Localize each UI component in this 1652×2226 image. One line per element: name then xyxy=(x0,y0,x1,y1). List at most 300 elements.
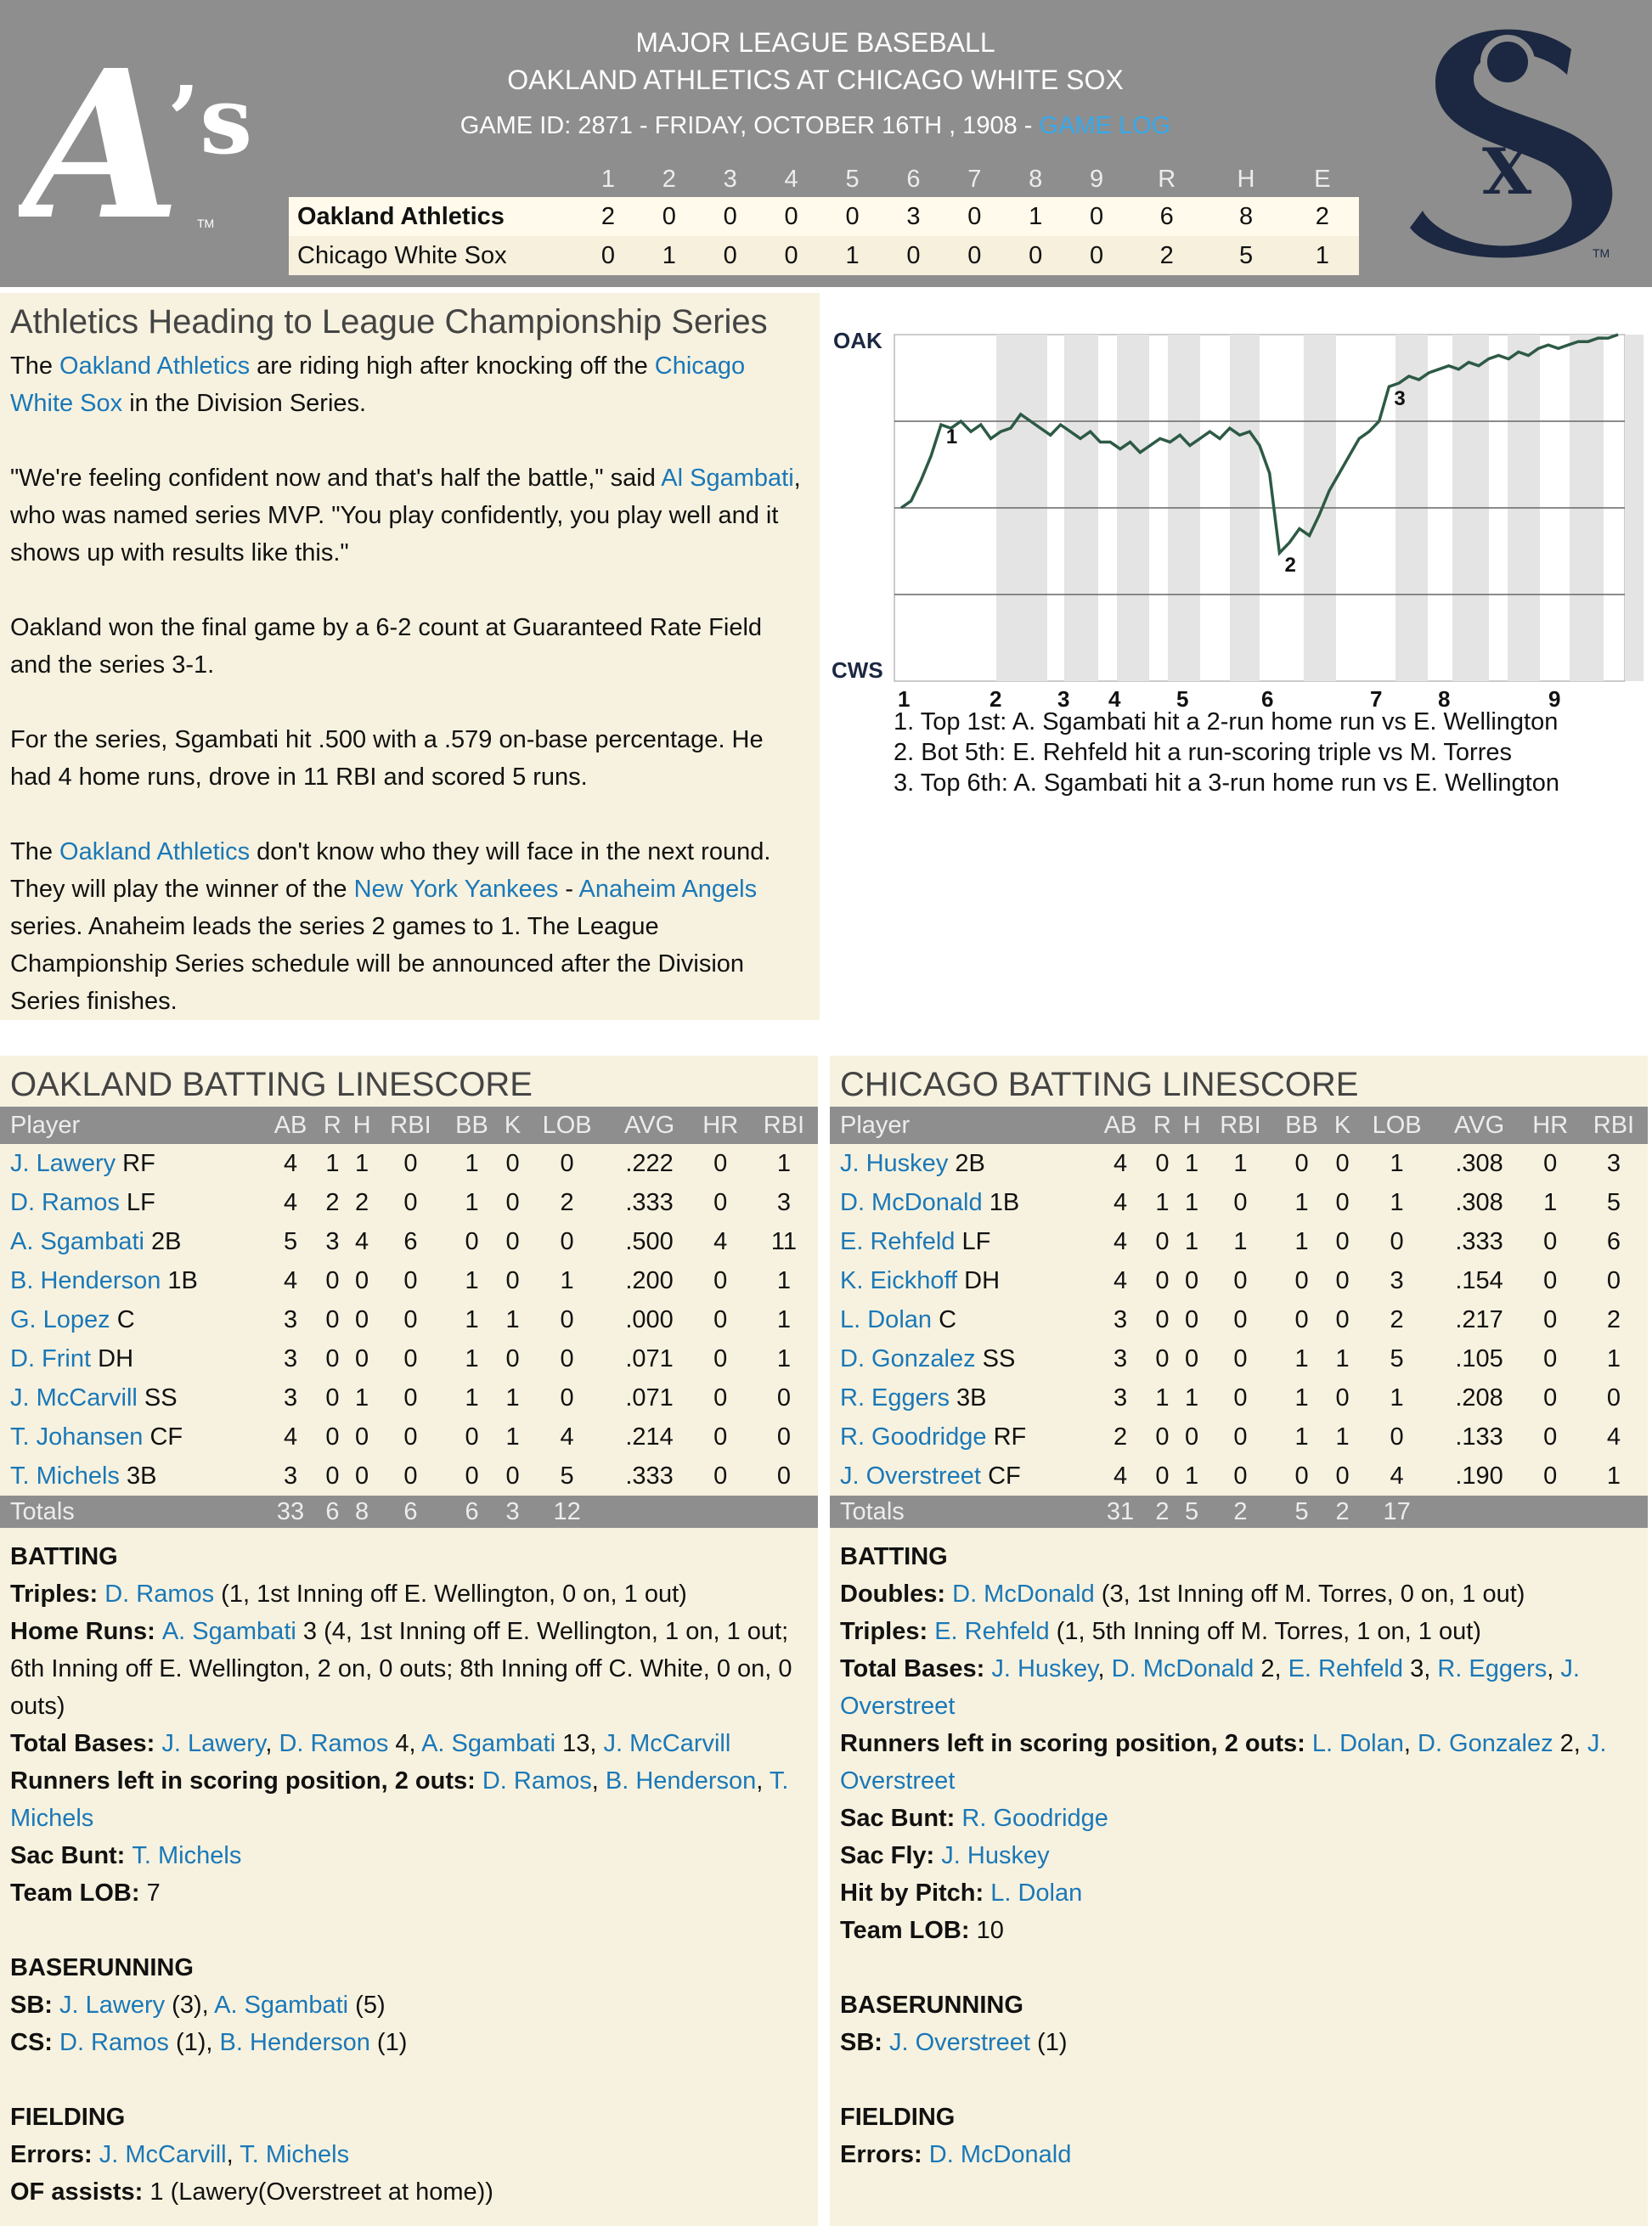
stat-cell: 1 xyxy=(1335,1344,1350,1372)
notes-label: Total Bases: xyxy=(840,1655,992,1682)
linescore-cell: 0 xyxy=(578,236,639,275)
stat-cell: 4 xyxy=(560,1423,574,1451)
notes-text: (5) xyxy=(348,1992,386,2019)
stat-cell: 0 xyxy=(505,1462,520,1490)
player-link[interactable]: J. McCarvill xyxy=(603,1730,731,1757)
oakland-notes xyxy=(0,1528,818,2211)
player-link[interactable]: D. Gonzalez xyxy=(840,1344,976,1372)
player-cell xyxy=(830,1339,1093,1378)
athletics-logo xyxy=(19,34,273,242)
player-cell xyxy=(0,1144,263,1183)
linescore-cell: 1 xyxy=(639,236,700,275)
notes-label: Doubles: xyxy=(840,1581,953,1608)
stat-cell: 1 xyxy=(560,1266,574,1294)
game-log-link[interactable]: GAME LOG xyxy=(1039,112,1171,139)
stat-cell: 0 xyxy=(713,1462,728,1490)
batting-header-row xyxy=(0,1107,818,1144)
stat-cell: 0 xyxy=(776,1423,791,1451)
stat-cell: 0 xyxy=(1294,1149,1309,1177)
stat-cell: 0 xyxy=(713,1423,728,1451)
notes-label: SB: xyxy=(840,2029,889,2056)
batting-col-header: H xyxy=(1177,1107,1207,1144)
stat-cell: .333 xyxy=(625,1462,674,1490)
player-link[interactable]: J. Lawery xyxy=(59,1992,166,2019)
player-row xyxy=(0,1183,818,1222)
stat-cell: 0 xyxy=(1294,1266,1309,1294)
stat-cell: 4 xyxy=(283,1149,298,1177)
stat-cell: 5 xyxy=(1390,1344,1404,1372)
player-row xyxy=(0,1261,818,1300)
stat-cell: 1 xyxy=(465,1384,479,1412)
stat-cell: 0 xyxy=(1233,1188,1248,1216)
player-row xyxy=(0,1457,818,1496)
stat-cell: 1 xyxy=(1185,1227,1199,1255)
player-link[interactable]: K. Eickhoff xyxy=(840,1266,958,1294)
stat-cell: 0 xyxy=(1294,1305,1309,1333)
player-link[interactable]: T. Michels xyxy=(10,1767,789,1832)
stat-cell: 0 xyxy=(505,1266,520,1294)
chicago-box-title: CHICAGO BATTING LINESCORE xyxy=(840,1066,1359,1103)
player-link[interactable]: T. Michels xyxy=(10,1462,120,1490)
player-link[interactable]: J. Huskey xyxy=(991,1655,1098,1682)
player-link[interactable]: J. Huskey xyxy=(840,1149,949,1177)
batting-col-header: BB xyxy=(1274,1107,1328,1144)
notes-text: , xyxy=(1403,1730,1418,1757)
notes-section-title: FIELDING xyxy=(840,2104,956,2131)
stat-cell: 1 xyxy=(505,1384,520,1412)
player-link[interactable]: D. Ramos xyxy=(482,1767,592,1795)
chart-x-tick: 5 xyxy=(1176,686,1189,712)
stat-cell: 0 xyxy=(1543,1305,1558,1333)
player-link[interactable]: T. Michels xyxy=(132,1842,242,1869)
stat-cell: 3 xyxy=(1606,1149,1621,1177)
stat-cell: 1 xyxy=(465,1149,479,1177)
notes-text: (1) xyxy=(1030,2029,1068,2056)
team-link-oakland[interactable]: Oakland Athletics xyxy=(59,352,251,380)
stat-cell: 0 xyxy=(1335,1149,1350,1177)
player-cell xyxy=(830,1378,1093,1417)
team-link-oakland[interactable]: Oakland Athletics xyxy=(59,838,251,865)
totals-cell: 2 xyxy=(1147,1496,1177,1528)
stat-cell: 0 xyxy=(1335,1266,1350,1294)
stat-cell: 1 xyxy=(776,1266,791,1294)
stat-cell: .208 xyxy=(1455,1384,1503,1412)
player-link[interactable]: A. Sgambati xyxy=(161,1618,296,1645)
player-cell xyxy=(0,1378,263,1417)
batting-col-header: RBI xyxy=(1206,1107,1274,1144)
notes-line xyxy=(10,2024,808,2061)
linescore-cell: 2 xyxy=(578,197,639,236)
stat-cell: 0 xyxy=(325,1384,340,1412)
notes-section-title: BATTING xyxy=(10,1543,118,1570)
stat-cell: 0 xyxy=(1606,1266,1621,1294)
linescore-cell: 0 xyxy=(761,197,822,236)
stat-cell: 1 xyxy=(1294,1227,1309,1255)
linescore-row xyxy=(289,197,1359,236)
team-link-chicago[interactable]: Chicago White Sox xyxy=(10,352,746,417)
chicago-batting-box xyxy=(830,1056,1648,2226)
stat-cell: 1 xyxy=(1185,1462,1199,1490)
stat-cell: 1 xyxy=(465,1305,479,1333)
oakland-batting-box xyxy=(0,1056,818,2226)
linescore-col-header: 5 xyxy=(822,161,883,197)
player-link[interactable]: L. Dolan xyxy=(840,1305,933,1333)
linescore-cell: 1 xyxy=(1005,197,1066,236)
stat-cell: .308 xyxy=(1455,1149,1503,1177)
batting-col-header: AVG xyxy=(1438,1107,1521,1144)
oakland-batting-table xyxy=(0,1107,818,1528)
stat-cell: 1 xyxy=(465,1188,479,1216)
chart-label-top: OAK xyxy=(833,328,882,353)
chart-notes xyxy=(894,707,1641,798)
player-link[interactable]: D. McDonald xyxy=(840,1188,983,1216)
notes-line xyxy=(840,1837,1638,1874)
stat-cell: 2 xyxy=(1606,1305,1621,1333)
stat-cell: .000 xyxy=(625,1305,674,1333)
stat-cell: 0 xyxy=(713,1344,728,1372)
white-sox-logo-o xyxy=(1484,38,1531,86)
notes-label: OF assists: xyxy=(10,2178,150,2206)
player-position: C xyxy=(939,1305,957,1333)
player-link[interactable]: B. Henderson xyxy=(10,1266,161,1294)
stat-cell: 1 xyxy=(1294,1188,1309,1216)
player-position: DH xyxy=(964,1266,1001,1294)
player-link[interactable]: J. Huskey xyxy=(941,1842,1050,1869)
batting-col-header: H xyxy=(347,1107,377,1144)
stat-cell: 1 xyxy=(1185,1188,1199,1216)
linescore-cell: 0 xyxy=(944,236,1005,275)
player-link[interactable]: E. Rehfeld xyxy=(1288,1655,1404,1682)
stat-cell: 4 xyxy=(1390,1462,1404,1490)
linescore-col-header: 4 xyxy=(761,161,822,197)
notes-text: (1) xyxy=(369,2029,408,2056)
totals-cell: Totals xyxy=(830,1496,1093,1528)
player-link[interactable]: D. McDonald xyxy=(928,2141,1072,2168)
notes-label: Sac Bunt: xyxy=(10,1842,132,1869)
player-link[interactable]: J. McCarvill xyxy=(99,2141,227,2168)
stat-cell: 2 xyxy=(1113,1423,1128,1451)
notes-line xyxy=(840,1800,1638,1837)
stat-cell: .217 xyxy=(1455,1305,1503,1333)
player-cell xyxy=(0,1339,263,1378)
matchup-title: OAKLAND ATHLETICS AT CHICAGO WHITE SOX xyxy=(507,65,1124,95)
totals-cell xyxy=(1580,1496,1648,1528)
chart-x-tick: 9 xyxy=(1548,686,1561,712)
player-link[interactable]: L. Dolan xyxy=(990,1879,1083,1907)
stat-cell: 4 xyxy=(1113,1266,1128,1294)
linescore-col-header: 1 xyxy=(578,161,639,197)
stat-cell: 1 xyxy=(1294,1384,1309,1412)
notes-text: 13, xyxy=(555,1730,604,1757)
stat-cell: 0 xyxy=(1233,1344,1248,1372)
player-link[interactable]: E. Rehfeld xyxy=(934,1618,1050,1645)
stat-cell: .333 xyxy=(1455,1227,1503,1255)
stat-cell: 5 xyxy=(560,1462,574,1490)
stat-cell: 4 xyxy=(1113,1227,1128,1255)
notes-label: Team LOB: xyxy=(840,1917,977,1944)
totals-cell: 5 xyxy=(1177,1496,1207,1528)
totals-cell: 17 xyxy=(1356,1496,1438,1528)
chart-x-tick: 3 xyxy=(1057,686,1070,712)
batting-header-row xyxy=(830,1107,1648,1144)
totals-cell: 6 xyxy=(444,1496,499,1528)
notes-text: (3), xyxy=(165,1992,215,2019)
stat-cell: 1 xyxy=(1155,1384,1170,1412)
notes-label: SB: xyxy=(10,1992,59,2019)
linescore-cell: 0 xyxy=(882,236,944,275)
chart-inning-band xyxy=(1625,335,1644,681)
player-link-sgambati[interactable]: Al Sgambati xyxy=(661,465,794,492)
stat-cell: 3 xyxy=(1113,1344,1128,1372)
notes-line xyxy=(840,1912,1638,1949)
player-cell xyxy=(830,1457,1093,1496)
stat-cell: 1 xyxy=(1543,1188,1558,1216)
player-link[interactable]: D. McDonald xyxy=(1111,1655,1255,1682)
chart-label-bottom: CWS xyxy=(832,657,883,683)
player-row xyxy=(0,1222,818,1261)
notes-line xyxy=(10,1613,808,1725)
batting-col-header: AB xyxy=(1093,1107,1147,1144)
chart-annotation-marker: 1 xyxy=(945,425,958,449)
stat-cell: 0 xyxy=(560,1305,574,1333)
linescore-cell: 1 xyxy=(1286,236,1359,275)
stat-cell: 0 xyxy=(713,1384,728,1412)
chicago-batting-table xyxy=(830,1107,1648,1528)
player-link[interactable]: A. Sgambati xyxy=(421,1730,556,1757)
oakland-box-title: OAKLAND BATTING LINESCORE xyxy=(10,1066,533,1103)
stat-cell: 1 xyxy=(1294,1423,1309,1451)
player-link[interactable]: G. Lopez xyxy=(10,1305,110,1333)
stat-cell: 1 xyxy=(465,1266,479,1294)
batting-col-header: R xyxy=(318,1107,347,1144)
stat-cell: 0 xyxy=(713,1266,728,1294)
stat-cell: 2 xyxy=(355,1188,369,1216)
stat-cell: 1 xyxy=(776,1344,791,1372)
stat-cell: 1 xyxy=(1606,1344,1621,1372)
notes-text: 2, xyxy=(1553,1730,1587,1757)
stat-cell: 0 xyxy=(465,1462,479,1490)
player-link[interactable]: D. Gonzalez xyxy=(1418,1730,1553,1757)
player-cell xyxy=(0,1183,263,1222)
stat-cell: 0 xyxy=(505,1188,520,1216)
player-link[interactable]: J. Overstreet xyxy=(889,2029,1030,2056)
batting-col-header: RBI xyxy=(376,1107,444,1144)
notes-text: , xyxy=(1547,1655,1561,1682)
linescore-cell: 5 xyxy=(1206,236,1285,275)
player-link[interactable]: E. Rehfeld xyxy=(840,1227,956,1255)
athletics-logo-tm: TM xyxy=(197,217,215,230)
stat-cell: .154 xyxy=(1455,1266,1503,1294)
totals-cell xyxy=(1438,1496,1521,1528)
player-cell xyxy=(0,1417,263,1457)
game-info xyxy=(442,109,1189,143)
notes-text: , xyxy=(756,1767,770,1795)
story-paragraph-4: For the series, Sgambati hit .500 with a .579 on-base percentage. He had 4 home runs, drove in 11 RBI and scored 5 runs. xyxy=(10,726,764,791)
player-link[interactable]: R. Eggers xyxy=(840,1384,950,1412)
player-link[interactable]: J. McCarvill xyxy=(10,1384,138,1412)
stat-cell: 3 xyxy=(1113,1305,1128,1333)
player-link[interactable]: A. Sgambati xyxy=(10,1227,144,1255)
stat-cell: 0 xyxy=(1335,1305,1350,1333)
player-link[interactable]: D. Frint xyxy=(10,1344,92,1372)
stat-cell: 0 xyxy=(560,1227,574,1255)
player-row xyxy=(830,1144,1648,1183)
player-link[interactable]: D. Ramos xyxy=(279,1730,389,1757)
stat-cell: .190 xyxy=(1455,1462,1503,1490)
stat-cell: 0 xyxy=(403,1305,418,1333)
player-link[interactable]: J. Lawery xyxy=(161,1730,266,1757)
chart-annotation-marker: 3 xyxy=(1394,387,1406,411)
stat-cell: 4 xyxy=(1113,1188,1128,1216)
notes-label: Triples: xyxy=(840,1618,935,1645)
player-link[interactable]: J. Lawery xyxy=(10,1149,116,1177)
player-cell xyxy=(830,1183,1093,1222)
totals-cell: 6 xyxy=(376,1496,444,1528)
totals-cell xyxy=(1521,1496,1580,1528)
stat-cell: 0 xyxy=(355,1266,369,1294)
notes-text: , xyxy=(226,2141,240,2168)
player-link[interactable]: B. Henderson xyxy=(219,2029,370,2056)
player-link[interactable]: J. Overstreet xyxy=(840,1462,981,1490)
stat-cell: 0 xyxy=(1543,1227,1558,1255)
player-link[interactable]: D. Ramos xyxy=(10,1188,120,1216)
linescore-cell: 2 xyxy=(1286,197,1359,236)
notes-line xyxy=(10,1874,808,1912)
stat-cell: 2 xyxy=(1390,1305,1404,1333)
player-link[interactable]: J. Overstreet xyxy=(840,1655,1580,1720)
stat-cell: 3 xyxy=(325,1227,340,1255)
stat-cell: 4 xyxy=(355,1227,369,1255)
stat-cell: 5 xyxy=(283,1227,298,1255)
totals-cell: 8 xyxy=(347,1496,377,1528)
player-link[interactable]: D. Ramos xyxy=(59,2029,169,2056)
story-text: The xyxy=(10,352,60,380)
stat-cell: 0 xyxy=(1233,1305,1248,1333)
chart-x-tick: 8 xyxy=(1438,686,1451,712)
stat-cell: .200 xyxy=(625,1266,674,1294)
stat-cell: 0 xyxy=(465,1423,479,1451)
totals-cell xyxy=(608,1496,691,1528)
linescore-cell: 8 xyxy=(1206,197,1285,236)
story-text: The xyxy=(10,838,60,865)
batting-col-header: Player xyxy=(0,1107,263,1144)
player-row xyxy=(830,1300,1648,1339)
player-position: C xyxy=(116,1305,135,1333)
stat-cell: 0 xyxy=(1233,1384,1248,1412)
story-paragraph-5 xyxy=(10,833,809,1020)
totals-cell xyxy=(750,1496,818,1528)
story-text: , who was named series MVP. "You play confidently, you play well and it shows up with results like this." xyxy=(10,465,801,566)
player-link[interactable]: D. McDonald xyxy=(952,1581,1095,1608)
stat-cell: .222 xyxy=(625,1149,674,1177)
stat-cell: 0 xyxy=(776,1462,791,1490)
player-link[interactable]: R. Goodridge xyxy=(840,1423,987,1451)
stat-cell: 0 xyxy=(1543,1344,1558,1372)
stat-cell: 0 xyxy=(560,1384,574,1412)
stat-cell: 4 xyxy=(1113,1149,1128,1177)
notes-line xyxy=(840,1874,1638,1912)
chart-note: 1. Top 1st: A. Sgambati hit a 2-run home run vs E. Wellington xyxy=(894,708,1559,735)
team-link-yankees[interactable]: New York Yankees xyxy=(353,876,559,903)
story-paragraph-1 xyxy=(10,347,809,422)
player-link[interactable]: D. Ramos xyxy=(104,1581,215,1608)
stat-cell: 0 xyxy=(355,1462,369,1490)
chart-annotation-marker: 2 xyxy=(1284,554,1296,578)
player-link[interactable]: L. Dolan xyxy=(1311,1730,1404,1757)
stat-cell: 1 xyxy=(465,1344,479,1372)
linescore-col-header: 6 xyxy=(882,161,944,197)
player-link[interactable]: J. Overstreet xyxy=(840,1730,1607,1795)
stat-cell: 0 xyxy=(560,1149,574,1177)
league-title: MAJOR LEAGUE BASEBALL xyxy=(635,27,995,58)
stat-cell: .071 xyxy=(625,1344,674,1372)
chart-note: 2. Bot 5th: E. Rehfeld hit a run-scoring triple vs M. Torres xyxy=(894,739,1513,766)
stat-cell: 3 xyxy=(776,1188,791,1216)
stat-cell: 0 xyxy=(1390,1227,1404,1255)
batting-col-header: R xyxy=(1147,1107,1177,1144)
white-sox-logo-tm: TM xyxy=(1593,246,1610,260)
player-link[interactable]: A. Sgambati xyxy=(214,1992,349,2019)
notes-text: (3, 1st Inning off M. Torres, 0 on, 1 out) xyxy=(1094,1581,1525,1608)
notes-text: , xyxy=(591,1767,606,1795)
notes-text: 4, xyxy=(388,1730,422,1757)
batting-col-header: BB xyxy=(444,1107,499,1144)
linescore-col-header: 9 xyxy=(1066,161,1127,197)
story-text: "We're feeling confident now and that's half the battle," said xyxy=(10,465,662,492)
stat-cell: 0 xyxy=(713,1149,728,1177)
stat-cell: 0 xyxy=(1155,1227,1170,1255)
player-cell xyxy=(830,1417,1093,1457)
linescore-col-header: 8 xyxy=(1005,161,1066,197)
stat-cell: 0 xyxy=(325,1423,340,1451)
player-link[interactable]: R. Goodridge xyxy=(961,1805,1108,1832)
athletics-logo-apos: ’s xyxy=(167,65,253,175)
player-position: 1B xyxy=(989,1188,1020,1216)
linescore-cell: 6 xyxy=(1127,197,1206,236)
stat-cell: 1 xyxy=(1233,1149,1248,1177)
stat-cell: 0 xyxy=(1543,1149,1558,1177)
notes-text: , xyxy=(1097,1655,1112,1682)
team-link-angels[interactable]: Anaheim Angels xyxy=(578,876,758,903)
linescore-cell: 0 xyxy=(639,197,700,236)
stat-cell: 0 xyxy=(505,1149,520,1177)
stat-cell: 0 xyxy=(1543,1462,1558,1490)
player-link[interactable]: T. Johansen xyxy=(10,1423,144,1451)
player-link[interactable]: R. Eggers xyxy=(1437,1655,1548,1682)
linescore-col-header: E xyxy=(1286,161,1359,197)
stat-cell: 0 xyxy=(403,1384,418,1412)
stat-cell: 0 xyxy=(1543,1423,1558,1451)
player-link[interactable]: B. Henderson xyxy=(605,1767,757,1795)
linescore-cell: 0 xyxy=(1066,236,1127,275)
stat-cell: 1 xyxy=(1294,1344,1309,1372)
batting-col-header: LOB xyxy=(527,1107,608,1144)
notes-section-title: BASERUNNING xyxy=(840,1992,1023,2019)
stat-cell: 0 xyxy=(403,1423,418,1451)
stat-cell: 11 xyxy=(770,1227,797,1255)
stat-cell: 0 xyxy=(1155,1462,1170,1490)
stat-cell: 0 xyxy=(325,1344,340,1372)
player-cell xyxy=(830,1222,1093,1261)
player-row xyxy=(0,1417,818,1457)
player-link[interactable]: T. Michels xyxy=(240,2141,350,2168)
athletics-logo-letter: A xyxy=(23,34,182,242)
stat-cell: 1 xyxy=(1390,1384,1404,1412)
chart-note: 3. Top 6th: A. Sgambati hit a 3-run home run vs E. Wellington xyxy=(894,769,1559,797)
chart-x-tick: 2 xyxy=(990,686,1002,712)
linescore-cell: 0 xyxy=(1005,236,1066,275)
player-row xyxy=(0,1144,818,1183)
